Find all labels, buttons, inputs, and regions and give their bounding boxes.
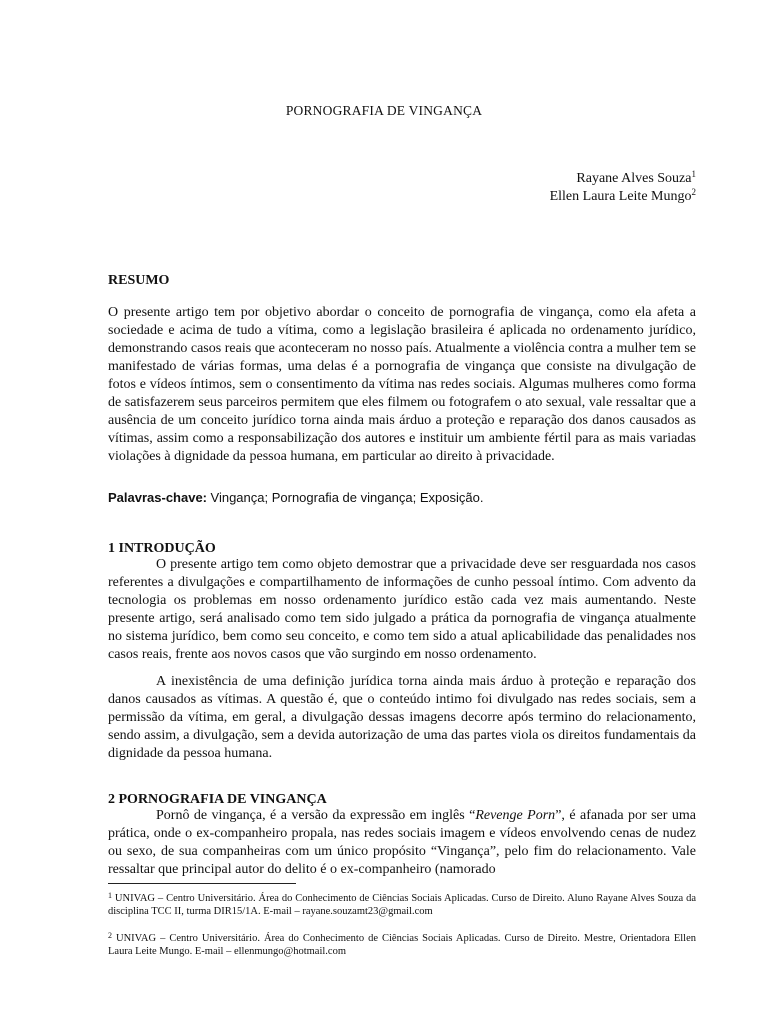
keywords-label: Palavras-chave:	[108, 490, 208, 505]
intro-paragraph-2: A inexistência de uma definição jurídica torna ainda mais árduo à proteção e reparação dos danos causados as vítimas. A questão é, que o conteúdo intimo foi divulgado nas redes sociais, sem a permissão da vítima, em geral, a divulgação dessas imagens decorre após termino do relacionamento, sendo assim, a divulgação, sem a devida autorização de uma das partes viola os direitos fundamentais da dignidade da pessoa humana.	[108, 674, 696, 761]
author-name: Rayane Alves Souza	[576, 171, 692, 186]
footnote-divider	[108, 883, 296, 884]
abstract-heading: RESUMO	[108, 273, 170, 288]
footnote-ref: 2	[691, 187, 696, 197]
intro-paragraph-1: O presente artigo tem como objeto demostrar que a privacidade deve ser resguardada nos casos referentes a divulgações e compartilhamento de informações de cunho pessoal íntimo. Com advento da tecnologia os problemas em nosso ordenamento jurídico estão cada vez mais aumentando. Neste presente artigo, será analisado como tem sido julgado a prática da pornografia de vingança atualmente no sistema jurídico, bem como seu conceito, e como tem sido a atual aplicabilidade das penalidades nos casos reais, frente aos novos casos que vão surgindo em nosso ordenamento.	[108, 557, 696, 662]
footnote-text: UNIVAG – Centro Universitário. Área do Conhecimento de Ciências Sociais Aplicadas. Curso de Direito. Aluno Rayane Alves Souza da disciplina TCC II, turma DIR15/1A. E-mail – rayane.souzamt23@gmail.com	[108, 893, 696, 917]
section-heading-pornografia: 2 PORNOGRAFIA DE VINGANÇA	[108, 792, 327, 807]
author-line	[550, 188, 696, 206]
footnote-text: UNIVAG – Centro Universitário. Área do Conhecimento de Ciências Sociais Aplicadas. Curso de Direito. Mestre, Orientadora Ellen Laura Leite Mungo. E-mail – ellenmungo@hotmail.com	[108, 933, 697, 957]
paper-title: PORNOGRAFIA DE VINGANÇA	[285, 103, 483, 118]
abstract-text: O presente artigo tem por objetivo abordar o conceito de pornografia de vingança, como ela afeta a sociedade e acima de tudo a vítima, como a legislação brasileira é aplicada no ordenamento jurídico, demonstrando casos reais que aconteceram no nosso país. Atualmente a violência contra a mulher tem se manifestado de várias formas, uma delas é a pornografia de vingança que consiste na divulgação de fotos e vídeos íntimos, sem o consentimento da vítima nas redes sociais. Algumas mulheres como forma de satisfazerem seus parceiros permitem que eles filmem ou fotografem o ato sexual, vale ressaltar que a ausência de um conceito jurídico torna ainda mais árduo a proteção e reparação dos danos causados as vítimas, assim como a responsabilização dos autores e instituir um ambiente fértil para as mais variadas violações à dignidade da pessoa humana, em particular ao direito à privacidade.	[108, 305, 696, 464]
section-heading-introduction: 1 INTRODUÇÃO	[108, 541, 216, 556]
footnote-1	[108, 889, 696, 918]
footnote-2	[108, 929, 696, 958]
keywords-text: Vingança; Pornografia de vingança; Exposição.	[210, 490, 484, 505]
author-name: Ellen Laura Leite Mungo	[549, 189, 692, 204]
footnote-mark: 1	[108, 891, 112, 900]
section2-paragraph-1: Pornô de vingança, é a versão da expressão em inglês “Revenge Porn”, é afanada por ser uma prática, onde o ex-companheiro propala, nas redes sociais imagem e vídeos envolvendo cenas de nudez ou sexo, de sua companheiras com um único propósito “Vingança”, pelo fim do relacionamento. Vale ressaltar que principal autor do delito é o ex-companheiro (namorado	[108, 808, 696, 877]
author-block	[550, 170, 696, 206]
keywords-line	[108, 489, 696, 508]
italic-term: Revenge Porn	[475, 808, 556, 823]
footnote-ref: 1	[691, 169, 696, 179]
author-line	[550, 170, 696, 188]
footnote-mark: 2	[108, 931, 112, 940]
